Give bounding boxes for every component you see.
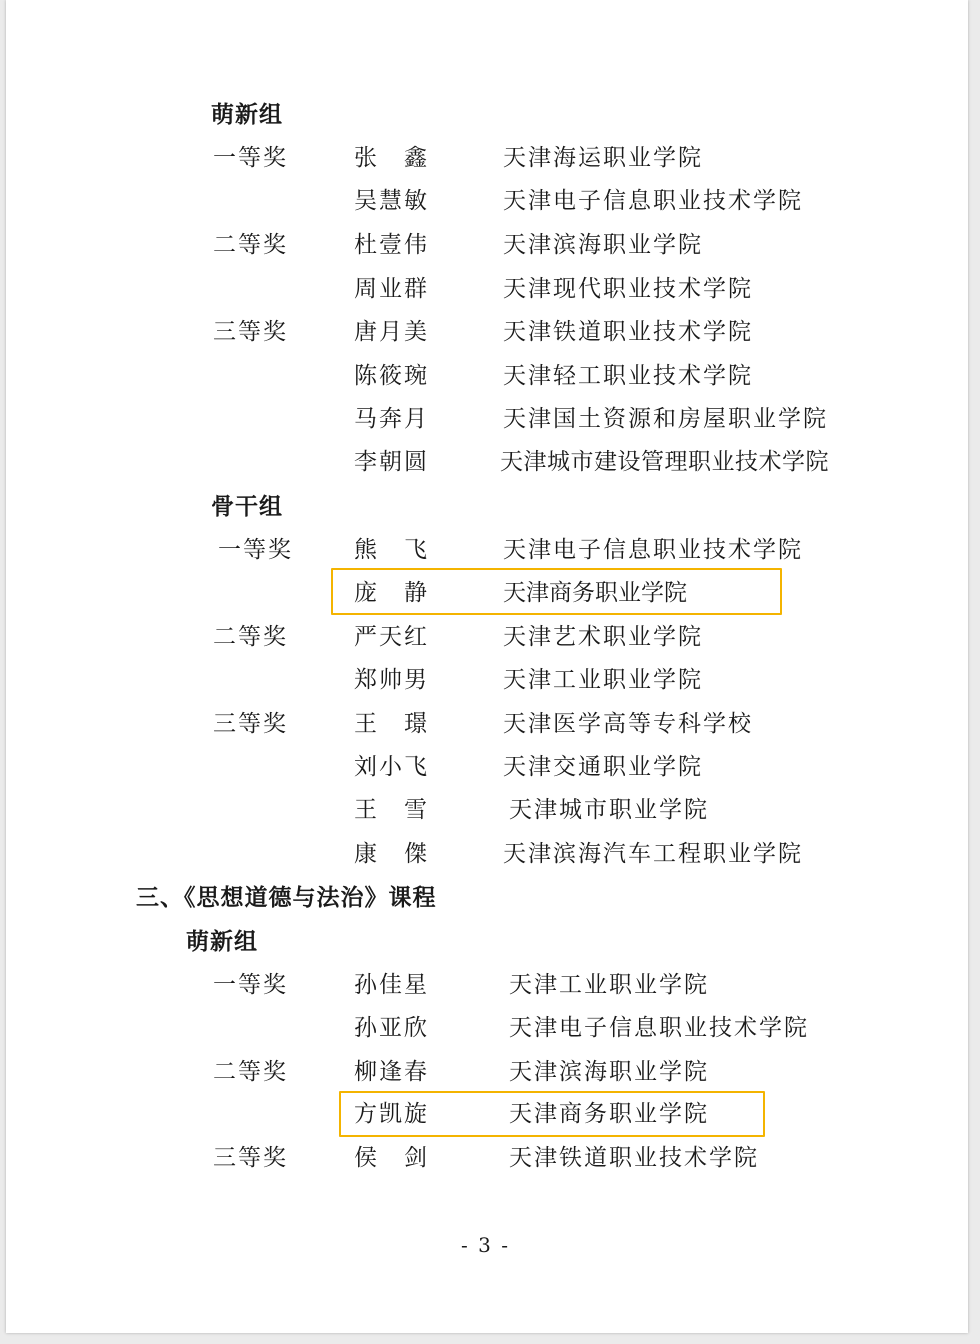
winner-school: 天津商务职业学院	[503, 580, 687, 606]
winner-school: 天津电子信息职业技术学院	[503, 537, 803, 563]
winner-school: 天津滨海职业学院	[509, 1059, 709, 1085]
winner-school: 天津国土资源和房屋职业学院	[503, 406, 828, 432]
winner-name: 熊 飞	[354, 537, 429, 563]
group-heading-mengxin: 萌新组	[186, 928, 258, 955]
award-level: 一等奖	[213, 972, 288, 998]
winner-school: 天津滨海职业学院	[503, 232, 703, 258]
group-heading-gugan: 骨干组	[211, 493, 283, 520]
winner-school: 天津电子信息职业技术学院	[503, 188, 803, 214]
winner-school: 天津电子信息职业技术学院	[509, 1015, 809, 1041]
winner-name: 杜壹伟	[354, 232, 429, 258]
winner-school: 天津铁道职业技术学院	[503, 319, 753, 345]
winner-name: 周业群	[354, 276, 429, 302]
winner-name: 严天红	[354, 624, 429, 650]
winner-name: 唐月美	[354, 319, 429, 345]
page-number: - 3 -	[461, 1233, 510, 1257]
winner-school: 天津海运职业学院	[503, 145, 703, 171]
winner-school: 天津艺术职业学院	[503, 624, 703, 650]
winner-name: 孙亚欣	[354, 1015, 429, 1041]
winner-name: 柳逢春	[354, 1059, 429, 1085]
winner-name: 王 雪	[354, 797, 429, 823]
winner-name: 李朝圆	[354, 449, 429, 475]
winner-school: 天津城市职业学院	[509, 797, 709, 823]
winner-name: 庞 静	[354, 580, 429, 606]
award-level: 二等奖	[213, 624, 288, 650]
winner-school: 天津工业职业学院	[503, 667, 703, 693]
award-level: 二等奖	[213, 232, 288, 258]
winner-school: 天津城市建设管理职业技术学院	[500, 449, 829, 475]
award-level: 三等奖	[213, 711, 288, 737]
winner-school: 天津轻工职业技术学院	[503, 363, 753, 389]
award-level: 三等奖	[213, 319, 288, 345]
award-level: 一等奖	[218, 537, 293, 563]
winner-name: 王 璟	[354, 711, 429, 737]
winner-name: 康 傑	[354, 841, 429, 867]
winner-name: 刘小飞	[354, 754, 429, 780]
winner-school: 天津铁道职业技术学院	[509, 1145, 759, 1171]
winner-school: 天津现代职业技术学院	[503, 276, 753, 302]
winner-name: 方凯旋	[354, 1101, 429, 1127]
winner-name: 马奔月	[354, 406, 429, 432]
group-heading-mengxin: 萌新组	[211, 101, 283, 128]
winner-school: 天津滨海汽车工程职业学院	[503, 841, 803, 867]
winner-name: 陈筱琬	[354, 363, 429, 389]
award-level: 二等奖	[213, 1059, 288, 1085]
winner-name: 侯 剑	[354, 1145, 429, 1171]
section-title: 三、《思想道德与法治》课程	[136, 884, 437, 911]
winner-school: 天津工业职业学院	[509, 972, 709, 998]
document-page	[6, 0, 968, 1333]
winner-name: 郑帅男	[354, 667, 429, 693]
winner-school: 天津商务职业学院	[509, 1101, 709, 1127]
winner-name: 张 鑫	[354, 145, 429, 171]
award-level: 一等奖	[213, 145, 288, 171]
winner-name: 吴慧敏	[354, 188, 429, 214]
winner-name: 孙佳星	[354, 972, 429, 998]
winner-school: 天津交通职业学院	[503, 754, 703, 780]
award-level: 三等奖	[213, 1145, 288, 1171]
winner-school: 天津医学高等专科学校	[503, 711, 753, 737]
